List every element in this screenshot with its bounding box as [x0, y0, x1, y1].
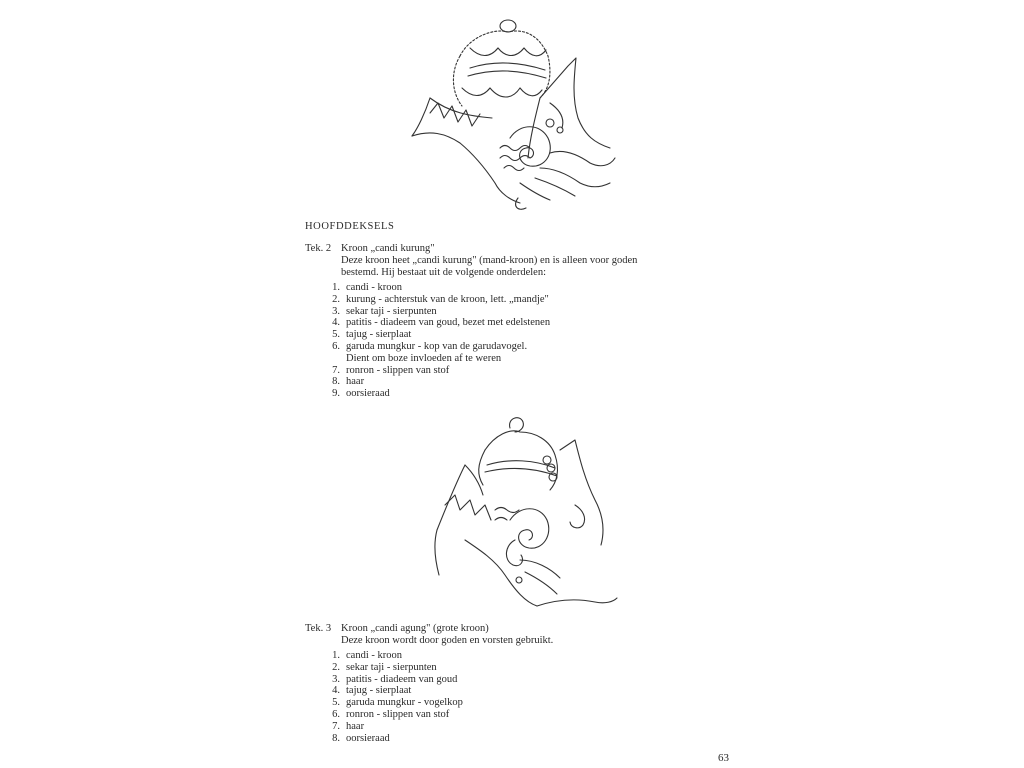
figure-2-caption [305, 243, 637, 278]
figure-3-description-line-1: Deze kroon wordt door goden en vorsten gebruikt. [341, 634, 554, 646]
figure-2-title: Kroon „candi kurung" [341, 243, 435, 254]
list-text: haar [346, 376, 365, 388]
list-number: 5. [332, 697, 340, 709]
list-number: 2. [332, 293, 340, 305]
list-number: 7. [332, 364, 340, 376]
crown-candi-agung-illustration [425, 410, 620, 610]
list-item [323, 365, 550, 377]
list-text: kurung - achterstuk van de kroon, lett. „mandje" [346, 293, 549, 305]
list-text: patitis - diadeem van goud, bezet met edelstenen [346, 317, 551, 329]
page-number: 63 [718, 752, 729, 764]
list-item [323, 685, 463, 697]
list-text: candi - kroon [346, 282, 402, 293]
list-item [323, 650, 463, 662]
list-number: 3. [332, 305, 340, 317]
list-text: tajug - sierplaat [346, 685, 412, 697]
list-text: candi - kroon [346, 650, 402, 661]
list-item [323, 388, 550, 400]
list-number: 6. [332, 340, 340, 352]
section-heading: HOOFDDEKSELS [305, 221, 395, 232]
list-number: 3. [332, 673, 340, 685]
list-number: 1. [332, 282, 340, 293]
list-item [323, 376, 550, 388]
list-item [323, 674, 463, 686]
list-number: 9. [332, 388, 340, 400]
figure-2-description-line-1: Deze kroon heet „candi kurung" (mand-kroon) en is alleen voor goden [341, 254, 638, 266]
list-number: 4. [332, 685, 340, 697]
list-number: 8. [332, 732, 340, 744]
list-number: 6. [332, 708, 340, 720]
list-item [323, 662, 463, 674]
figure-2-description-line-2: bestemd. Hij bestaat uit de volgende onderdelen: [341, 266, 546, 278]
figure-3-number: Tek. 3 [305, 623, 332, 634]
figure-3-title-line [305, 623, 553, 635]
list-item [323, 697, 463, 709]
list-item [323, 721, 463, 733]
figure-3-title: Kroon „candi agung" (grote kroon) [341, 623, 489, 634]
list-item [323, 733, 463, 745]
list-item [323, 306, 550, 318]
list-item [323, 709, 463, 721]
crown-candi-kurung-illustration [400, 18, 625, 213]
list-text: ronron - slippen van stof [346, 364, 450, 376]
list-item [323, 329, 550, 341]
list-text: sekar taji - sierpunten [346, 661, 437, 673]
figure-2-title-line [305, 243, 637, 255]
list-text: tajug - sierplaat [346, 329, 412, 341]
list-item [323, 294, 550, 306]
list-text: patitis - diadeem van goud [346, 673, 458, 685]
list-item [323, 282, 550, 294]
figure-2-number: Tek. 2 [305, 243, 332, 254]
list-text: garuda mungkur - vogelkop [346, 697, 463, 709]
list-text: sekar taji - sierpunten [346, 305, 437, 317]
list-text: oorsieraad [346, 388, 390, 400]
list-item-continuation: Dient om boze invloeden af te weren [346, 352, 502, 364]
list-number: 2. [332, 661, 340, 673]
list-text: garuda mungkur - kop van de garudavogel. [346, 340, 528, 352]
figure-3-parts-list [323, 650, 463, 744]
figure-2-parts-list [323, 282, 550, 400]
figure-3-caption [305, 623, 553, 647]
list-text: oorsieraad [346, 732, 390, 744]
list-number: 8. [332, 376, 340, 388]
list-item [323, 317, 550, 329]
list-item [323, 341, 550, 353]
list-number: 1. [332, 650, 340, 661]
list-text: ronron - slippen van stof [346, 708, 450, 720]
list-text: haar [346, 720, 365, 732]
list-number: 7. [332, 720, 340, 732]
list-number: 4. [332, 317, 340, 329]
list-number: 5. [332, 329, 340, 341]
